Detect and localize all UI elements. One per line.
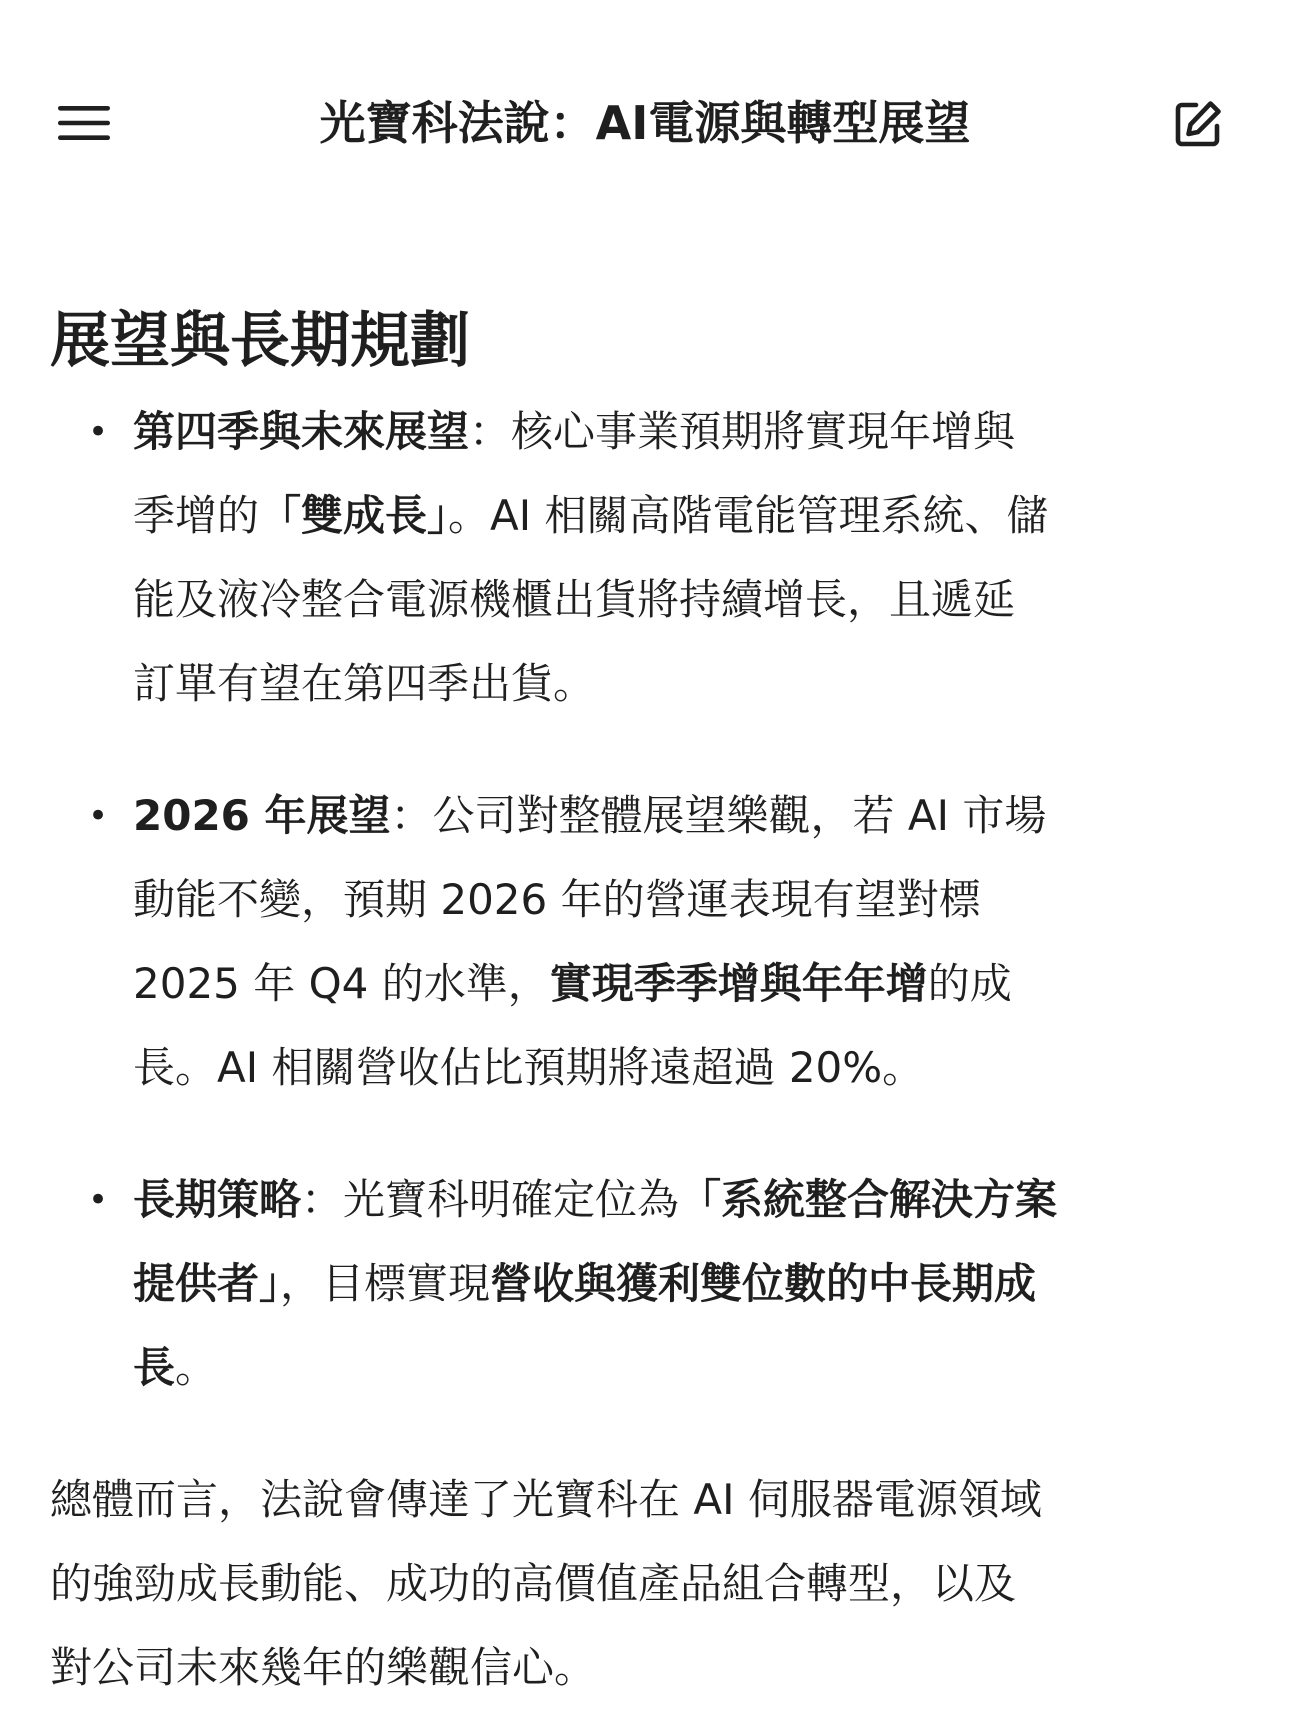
text-span: 。AI 相關高階電能管理系統、儲 xyxy=(448,491,1049,540)
list-item xyxy=(50,390,1240,726)
new-chat-button[interactable] xyxy=(1160,88,1236,160)
text-span: 的成 xyxy=(927,959,1012,1008)
list-item xyxy=(50,774,1240,1110)
label-separator: ： xyxy=(390,791,433,840)
text-line xyxy=(133,1326,1240,1410)
text-line xyxy=(133,390,1240,474)
bold-span: 實現季季增與年年增 xyxy=(549,959,928,1008)
text-line xyxy=(133,942,1240,1026)
bullet-dot: • xyxy=(88,412,109,452)
text-span: 核心事業預期將實現年增與 xyxy=(511,407,1016,456)
bold-span: 「雙成長」 xyxy=(259,491,449,540)
text-line: 總體而言，法說會傳達了光寶科在 AI 伺服器電源領域 xyxy=(50,1475,1042,1524)
section-heading: 展望與長期規劃 xyxy=(50,306,470,376)
text-line: 訂單有望在第四季出貨。 xyxy=(133,659,596,708)
bullet-list xyxy=(50,390,1240,1410)
text-line: 動能不變，預期 2026 年的營運表現有望對標 xyxy=(133,875,981,924)
text-span: ，目標實現 xyxy=(280,1259,491,1308)
text-line: 能及液冷整合電源機櫃出貨將持續增長，且遞延 xyxy=(133,575,1016,624)
bold-span: 長 xyxy=(133,1343,176,1392)
conversation-title: 光寶科法說：AI電源與轉型展望 xyxy=(319,96,971,150)
text-line: 長。AI 相關營收佔比預期將遠超過 20%。 xyxy=(133,1043,925,1092)
text-line xyxy=(133,774,1240,858)
menu-button[interactable] xyxy=(48,90,120,156)
text-line xyxy=(133,1158,1240,1242)
text-line: 的強勁成長動能、成功的高價值產品組合轉型，以及 xyxy=(50,1559,1017,1608)
text-span: 。 xyxy=(175,1343,218,1392)
text-span: 公司對整體展望樂觀，若 AI 市場 xyxy=(432,791,1047,840)
summary-paragraph xyxy=(50,1458,1240,1710)
label-separator: ： xyxy=(469,407,512,456)
bullet-dot: • xyxy=(88,796,109,836)
top-app-bar xyxy=(0,0,1290,245)
edit-icon xyxy=(1172,98,1224,150)
item-label: 長期策略 xyxy=(133,1175,302,1224)
text-line: 對公司未來幾年的樂觀信心。 xyxy=(50,1643,597,1692)
text-span: 2025 年 Q4 的水準， xyxy=(133,959,550,1008)
bold-span: 營收與獲利雙位數的中長期成 xyxy=(490,1259,1037,1308)
bullet-dot: • xyxy=(88,1180,109,1220)
text-line xyxy=(133,1242,1240,1326)
text-span: 季增的 xyxy=(133,491,260,540)
item-label: 2026 年展望 xyxy=(133,791,391,840)
bold-span: 「系統整合解決方案 xyxy=(679,1175,1058,1224)
hamburger-menu-icon xyxy=(58,104,110,142)
bold-span: 提供者」 xyxy=(133,1259,281,1308)
text-span: 光寶科明確定位為 xyxy=(343,1175,680,1224)
label-separator: ： xyxy=(301,1175,344,1224)
message-content xyxy=(50,300,1240,1710)
list-item xyxy=(50,1158,1240,1410)
text-line xyxy=(133,474,1240,558)
item-label: 第四季與未來展望 xyxy=(133,407,470,456)
